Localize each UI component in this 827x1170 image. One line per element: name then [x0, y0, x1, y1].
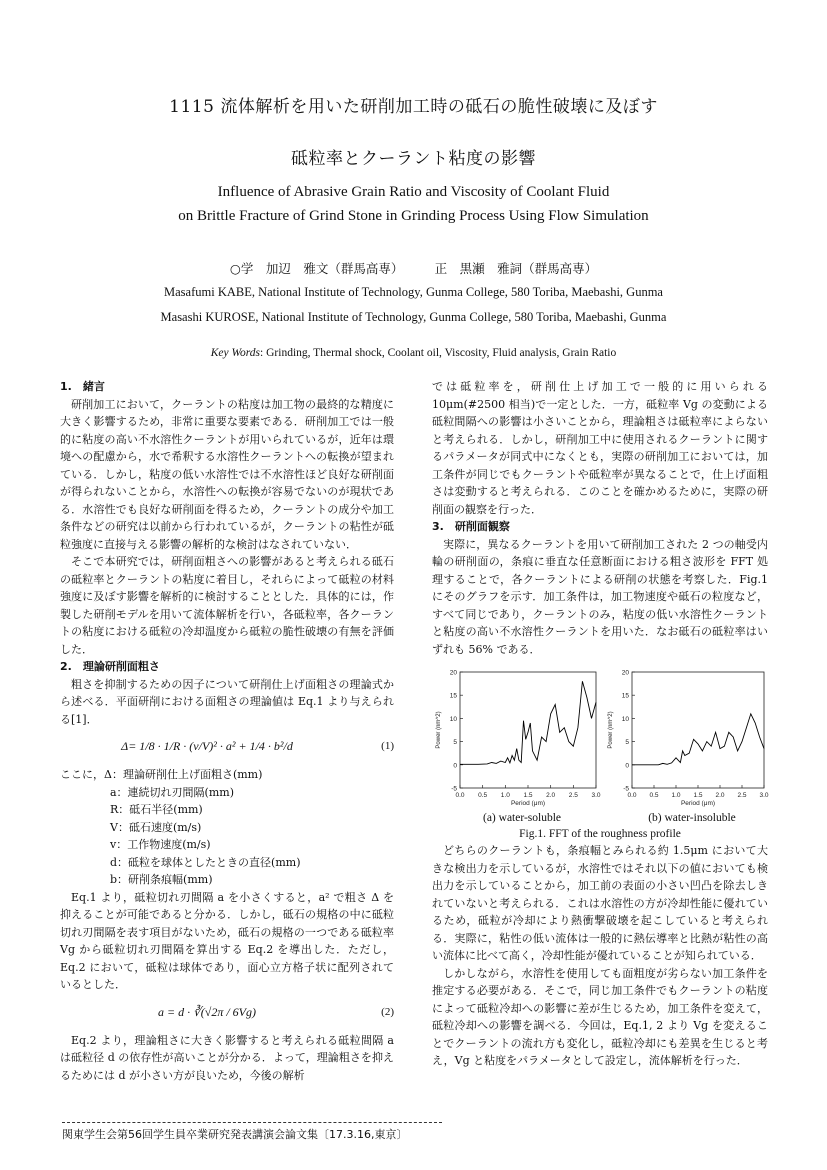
equation-1-number: (1): [381, 740, 394, 753]
x-tick-label: 2.5: [737, 792, 747, 799]
x-tick-label: 0.0: [627, 792, 637, 799]
x-tick-label: 0.5: [478, 792, 488, 799]
section-1-heading: 1. 緒言: [60, 380, 105, 393]
definition-item: V：砥石速度(m/s): [110, 820, 202, 834]
y-tick-label: 5: [625, 739, 629, 747]
y-tick-label: 15: [621, 692, 629, 700]
equation-1: [60, 732, 394, 762]
section-3-paragraph-2: どちらのクーラントも，条痕幅とみられる約 1.5μm において大きな検出力を示しているが，水溶性ではそれ以下の値においても検出力を示していることから，加工前の表面の小さい凹凸を除去しきれていないと考えられる．これは水溶性の方が冷却性能に優れているため，砥粒が冷却により熱衝撃破壊を起こしていると考えられる．実際に，粘性の低い流体は一般的に熱伝導率と比熱が粘性の高い流体に比べて高く，冷却性能が優れていることが知られている．: [432, 844, 768, 962]
figure-1a-label: (a) water-soluble: [483, 812, 561, 824]
x-tick-label: 3.0: [591, 792, 601, 799]
figure-1: [432, 664, 768, 842]
footer-proceedings: 関東学生会第56回学生員卒業研究発表講演会論文集〔17.3.16,東京〕: [62, 1122, 442, 1142]
author-en-2: Masashi KUROSE, National Institute of Technology, Gunma College, 580 Toriba, Maebashi, Gunma: [160, 310, 667, 324]
section-2-heading: 2. 理論研削面粗さ: [60, 660, 160, 673]
title-jp-line2: 砥粒率とクーラント粘度の影響: [291, 149, 536, 169]
y-tick-label: 20: [449, 669, 457, 677]
title-jp-line1: 1115 流体解析を用いた研削加工時の砥石の脆性破壊に及ぼす: [169, 97, 658, 117]
x-axis-label: Period (μm): [680, 800, 716, 807]
plot-frame: [632, 672, 764, 788]
keywords: [0, 347, 827, 359]
section-2-paragraph-1: 粗さを抑制するための因子について研削仕上げ面粗さの理論式から述べる．平面研削における面粗さの理論値は Eq.1 より与えられる[1]．: [60, 677, 394, 726]
y-tick-label: 10: [449, 715, 457, 723]
definition-item: v：工作物速度(m/s): [110, 838, 211, 851]
section-2-paragraph-3: Eq.2 より，理論粗さに大きく影響すると考えられる砥粒間隔 a は砥粒径 d の依存性が高いことが分かる．よって，理論粗さを抑えるためには d が小さい方が良いため，今後の解析: [60, 1033, 394, 1082]
section-1-paragraph-1: 研削加工において，クーラントの粘度は加工物の最終的な精度に大きく影響するため，非常に重要な要素である．研削加工では一般的に粘度の高い不水溶性クーラントが用いられているが，近年は環境への配慮から，水で希釈する水溶性クーラントへの転換が望まれている．しかし，粘度の低い水溶性では不水溶性ほど良好な研削面が得られないことから，水溶性への転換が容易でないのが現状である．水溶性でも良好な研削面を得るため，クーラントの成分や加工条件などの研究は以前から行われているが，クーラントの粘性が砥粒強度に直接与える影響の解析的な検討はなされていない．: [60, 397, 394, 551]
x-tick-label: 3.0: [759, 792, 769, 799]
y-axis-label: Power (nm^2): [436, 711, 442, 749]
fft-chart-water-soluble: [432, 664, 602, 814]
figure-1-caption: Fig.1. FFT of the roughness profile: [519, 828, 681, 840]
equation-2-formula: a = d · ∛(√2π / 6Vg): [158, 1004, 256, 1019]
definition-text: Δ：理論研削仕上げ面粗さ(mm): [104, 768, 263, 781]
series-line: [460, 681, 596, 764]
definition-item: [60, 766, 394, 784]
y-tick-label: 0: [625, 762, 629, 770]
definition-item: a：連続切れ刃間隔(mm): [110, 785, 235, 799]
section-1-paragraph-2: そこで本研究では，研削面粗さへの影響があると考えられる砥石の砥粒率とクーラントの粘度に着目し，それらによって砥粒の材料強度に及ぼす影響を解析的に検討することとした．具体的には，作製した研削モデルを用いて流体解析を行い，各砥粒率，各クーラントの粘度における砥粒の冷却温度から砥粒の脆性破壊の有無を評価した．: [60, 555, 394, 656]
y-tick-label: 15: [449, 692, 457, 700]
y-tick-label: 10: [621, 715, 629, 723]
left-column: [60, 378, 394, 1084]
series-line: [632, 714, 764, 765]
x-tick-label: 2.0: [546, 792, 556, 799]
author-en-1: Masafumi KABE, National Institute of Technology, Gunma College, 580 Toriba, Maebashi, Gunma: [164, 285, 663, 299]
section-2-paragraph-2: Eq.1 より，砥粒切れ刃間隔 a を小さくすると，a² で粗さ Δ を抑えることが可能であると分かる．しかし，砥石の規格の中に砥粒切れ刃間隔を表す項目がないため，砥石の規格の一つである砥粒率 Vg から砥粒切れ刃間隔を算出する Eq.2 を導出した．ただし，Eq.2 において，砥粒は球体であり，面心立方格子状に配列されているとした．: [60, 890, 394, 991]
definition-item: b：研削条痕幅(mm): [110, 873, 213, 886]
right-column: [432, 378, 768, 1070]
section-3-paragraph-1: 実際に，異なるクーラントを用いて研削加工された 2 つの軸受内輪の研削面の，条痕に垂直な任意断面における粗さ波形を FFT 処理することで，各クーラントによる研削の状態を考察した．Fig.1 にそのグラフを示す．加工条件は，加工物速度や砥石の粒度など，すべて同じであり，クーラントのみ，粘度の低い水溶性クーラントと粘度の高い不水溶性クーラントを用いた．なお砥石の砥粒率はいずれも 56% である．: [432, 537, 768, 656]
y-tick-label: -5: [623, 785, 629, 793]
y-tick-label: 0: [453, 762, 457, 770]
equation-2-number: (2): [381, 1005, 394, 1018]
keywords-text: : Grinding, Thermal shock, Coolant oil, Viscosity, Fluid analysis, Grain Ratio: [260, 347, 617, 359]
x-tick-label: 0.5: [649, 792, 659, 799]
definition-item: d：砥粒を球体としたときの直径(mm): [110, 855, 301, 869]
title-en-line1: Influence of Abrasive Grain Ratio and Viscosity of Coolant Fluid: [217, 184, 610, 200]
x-tick-label: 1.5: [523, 792, 533, 799]
x-tick-label: 2.5: [568, 792, 578, 799]
title-en-line2: on Brittle Fracture of Grind Stone in Grinding Process Using Flow Simulation: [178, 208, 649, 224]
section-3-paragraph-3: しかしながら，水溶性を使用しても面粗度が劣らない加工条件を推定する必要がある．そこで，同じ加工条件でもクーラントの粘度によって砥粒冷却への影響に差が生じるため，加工条件を変えて，砥粒冷却への影響を調べる．今回は，Eq.1, 2 より Vg を変えることでクーラントの流れ方も変化し，砥粒冷却にも差異を生じると考え，Vg と粘度をパラメータとして設定し，流体解析を行った．: [432, 966, 768, 1067]
authors-jp: ○学 加辺 雅文（群馬高専） 正 黒瀬 雅詞（群馬高専）: [229, 261, 598, 276]
definitions-intro: ここに，: [60, 768, 104, 781]
x-tick-label: 2.0: [715, 792, 725, 799]
x-tick-label: 0.0: [455, 792, 465, 799]
x-tick-label: 1.0: [500, 792, 510, 799]
y-tick-label: -5: [451, 785, 457, 793]
figure-1b-label: (b) water-insoluble: [648, 812, 736, 824]
x-tick-label: 1.5: [693, 792, 703, 799]
plot-frame: [460, 672, 596, 788]
equation-1-formula: Δ= 1/8 · 1/R · (v/V)² · a² + 1/4 · b²/d: [121, 739, 293, 754]
fft-chart-water-insoluble: [604, 664, 770, 814]
keywords-label: Key Words: [210, 347, 261, 359]
equation-2: [60, 998, 394, 1028]
y-tick-label: 5: [453, 739, 457, 747]
x-tick-label: 1.0: [671, 792, 681, 799]
section-2-paragraph-cont: では砥粒率を，研削仕上げ加工で一般的に用いられる 10μm(#2500 相当)で一定とした．一方，砥粒率 Vg の変動による砥粒間隔への影響は小さいことから，理論粗さは砥粒率によらないと考えられる．しかし，研削加工中に使用されるクーラントに関するパラメータが同式中になくとも，実際の研削加工においては，加工条件が同じでもクーラントや砥粒率が異なることで，仕上げ面粗さは変動すると考えられる．このことを確かめるために，実際の研削面の観察を行った．: [432, 380, 768, 516]
section-3-heading: 3. 研削面観察: [432, 520, 510, 533]
x-axis-label: Period (μm): [510, 800, 546, 807]
definition-item: R：砥石半径(mm): [110, 803, 203, 816]
y-axis-label: Power (nm^2): [608, 711, 614, 749]
variable-definitions: [60, 766, 394, 889]
y-tick-label: 20: [621, 669, 629, 677]
